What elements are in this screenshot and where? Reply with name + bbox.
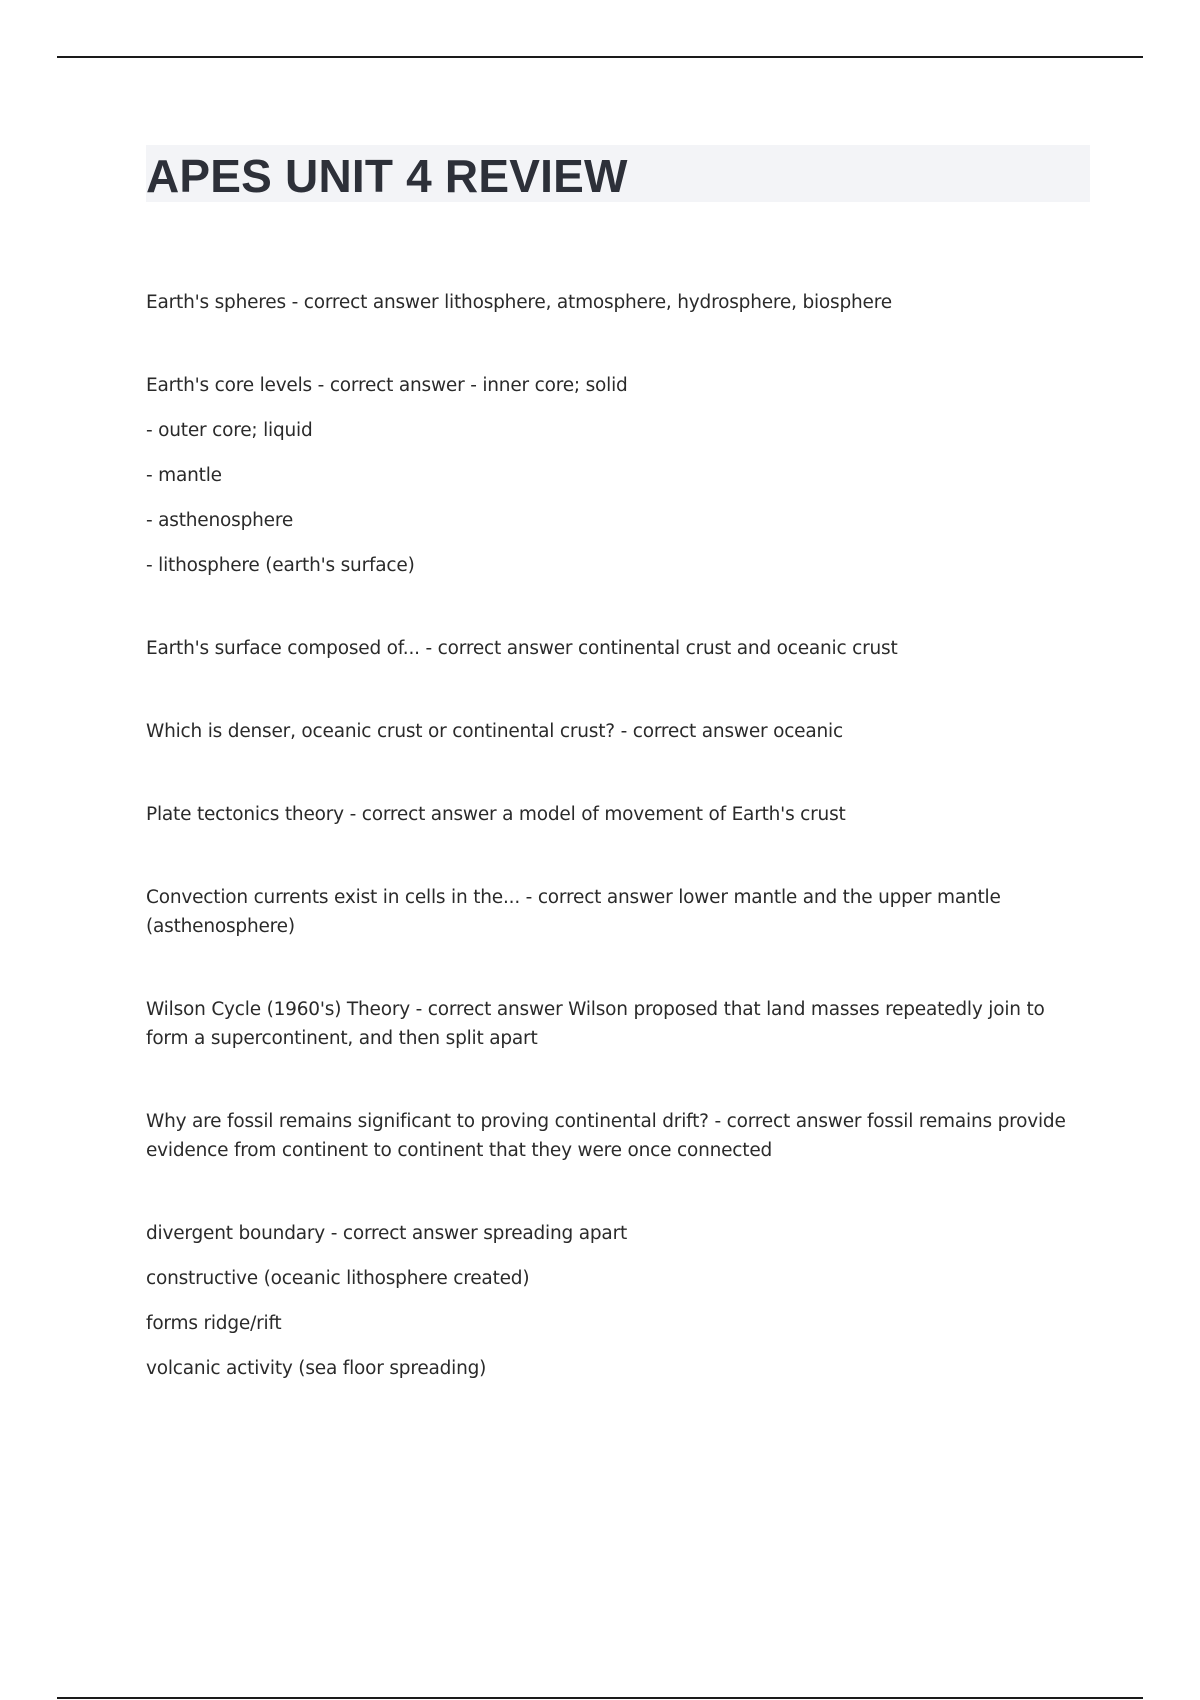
top-rule bbox=[57, 56, 1143, 58]
qa-text: Why are fossil remains significant to proving continental drift? - correct answer fossil remains provide evidence from continent to continent that they were once connected bbox=[146, 1111, 1066, 1161]
qa-text: Earth's surface composed of... - correct answer continental crust and oceanic crust bbox=[146, 638, 898, 659]
qa-subline: - mantle bbox=[146, 465, 222, 486]
qa-card-fossil-remains bbox=[146, 1107, 1090, 1165]
qa-card-convection-currents bbox=[146, 883, 1090, 941]
qa-text: Wilson Cycle (1960's) Theory - correct answer Wilson proposed that land masses repeatedly join to form a supercontinent, and then split apart bbox=[146, 999, 1045, 1049]
document-title: APES UNIT 4 REVIEW bbox=[146, 149, 628, 202]
qa-card-wilson-cycle bbox=[146, 995, 1090, 1053]
qa-card-denser-crust bbox=[146, 717, 1090, 746]
qa-list bbox=[146, 288, 1090, 1383]
qa-text: Which is denser, oceanic crust or continental crust? - correct answer oceanic bbox=[146, 721, 843, 742]
qa-card-divergent-boundary bbox=[146, 1219, 1090, 1383]
qa-card-surface-composition bbox=[146, 634, 1090, 663]
qa-card-core-levels bbox=[146, 371, 1090, 580]
qa-text: Earth's spheres - correct answer lithosphere, atmosphere, hydrosphere, biosphere bbox=[146, 292, 892, 313]
qa-text: divergent boundary - correct answer spreading apart bbox=[146, 1223, 628, 1244]
qa-text: Plate tectonics theory - correct answer a model of movement of Earth's crust bbox=[146, 804, 846, 825]
title-band bbox=[146, 145, 1090, 202]
qa-subline: forms ridge/rift bbox=[146, 1313, 282, 1334]
qa-text: Earth's core levels - correct answer - inner core; solid bbox=[146, 375, 628, 396]
qa-subline: - outer core; liquid bbox=[146, 420, 313, 441]
qa-subline: constructive (oceanic lithosphere created) bbox=[146, 1268, 530, 1289]
qa-subline: volcanic activity (sea floor spreading) bbox=[146, 1358, 487, 1379]
qa-text: Convection currents exist in cells in the... - correct answer lower mantle and the upper mantle (asthenosphere) bbox=[146, 887, 1001, 937]
bottom-rule bbox=[57, 1697, 1143, 1699]
qa-subline: - asthenosphere bbox=[146, 510, 294, 531]
qa-card-plate-tectonics bbox=[146, 800, 1090, 829]
qa-subline: - lithosphere (earth's surface) bbox=[146, 555, 415, 576]
document-body bbox=[146, 145, 1090, 1437]
qa-card-earths-spheres bbox=[146, 288, 1090, 317]
